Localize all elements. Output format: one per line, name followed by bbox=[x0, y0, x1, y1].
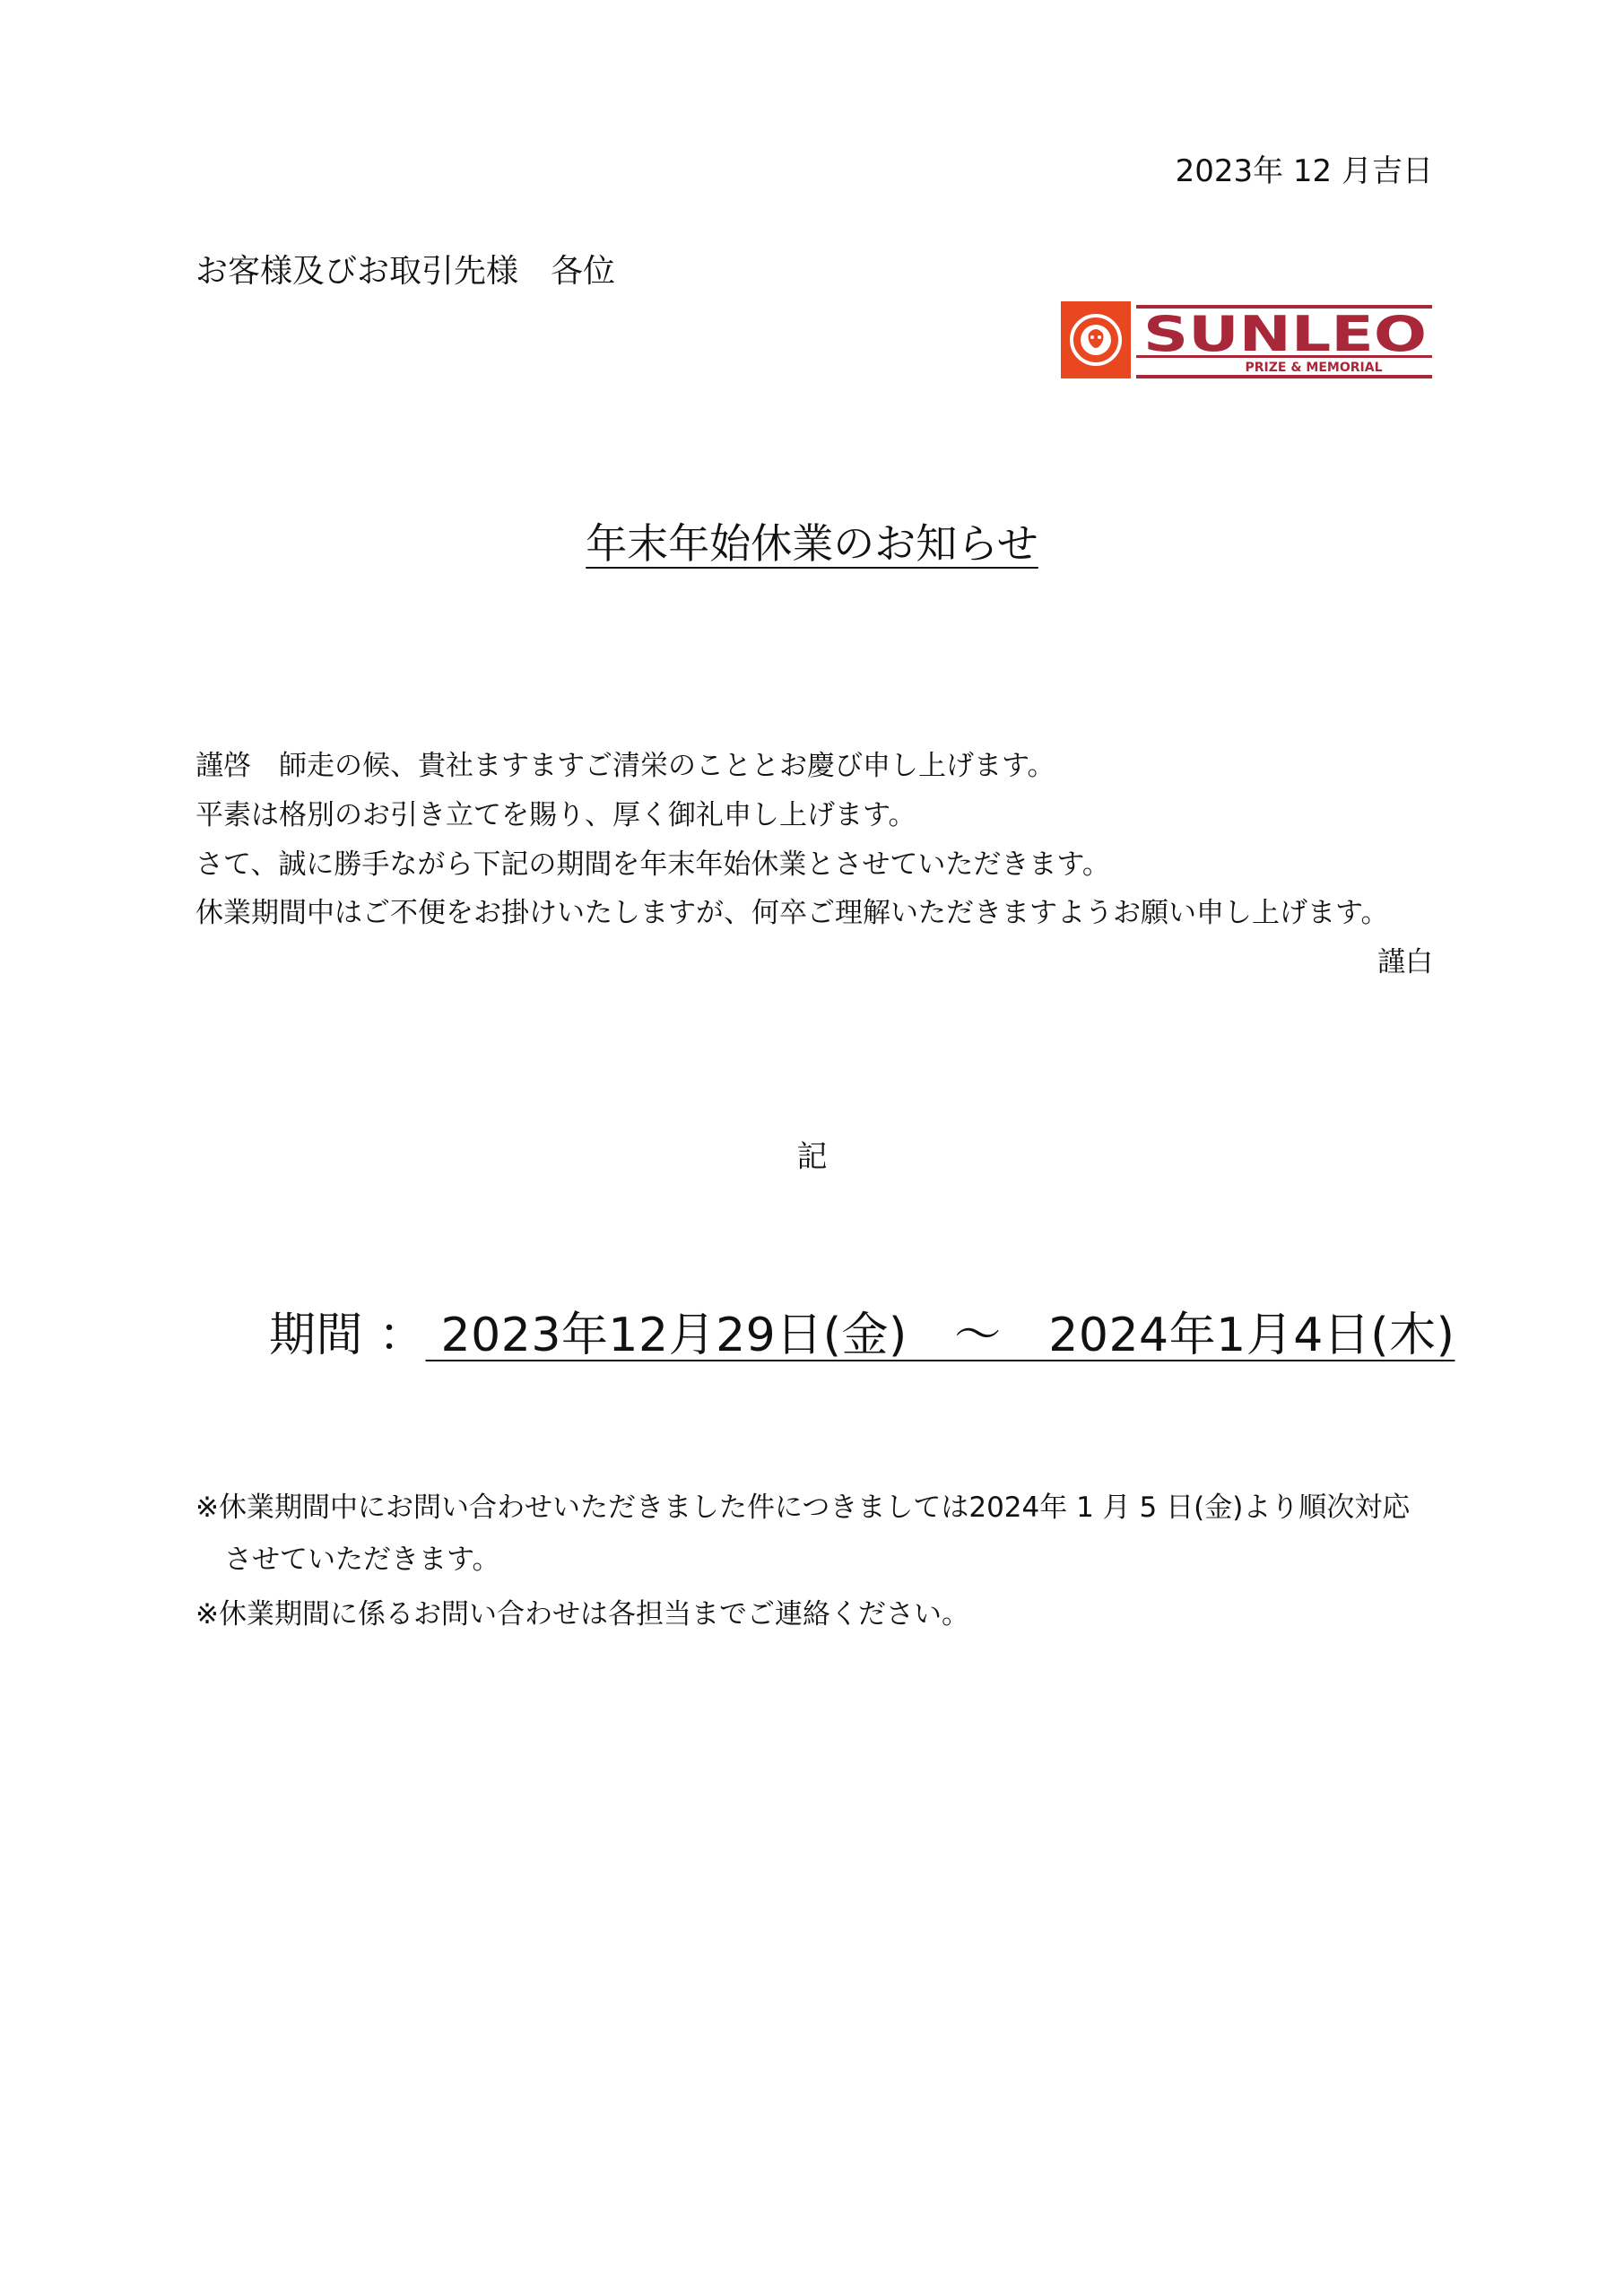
body-line-4: 休業期間中はご不便をお掛けいたしますが、何卒ご理解いただきますようお願い申し上げます。 bbox=[195, 897, 1389, 929]
closure-period bbox=[269, 1297, 1455, 1364]
period-label: 期間 ： bbox=[269, 1309, 426, 1362]
notice-title: 年末年始休業のお知らせ bbox=[586, 519, 1038, 568]
sunleo-logo bbox=[1061, 301, 1432, 378]
note-2: ※休業期間に係るお問い合わせは各担当までご連絡ください。 bbox=[195, 1598, 969, 1631]
ki-marker: 記 bbox=[796, 1139, 828, 1175]
period-value: 2023年12月29日(金) ～ 2024年1月4日(木) bbox=[425, 1309, 1455, 1362]
body-line-2: 平素は格別のお引き立てを賜り、厚く御礼申し上げます。 bbox=[195, 799, 916, 831]
addressee: お客様及びお取引先様 各位 bbox=[195, 253, 616, 290]
logo-brand-text: SUNLEO bbox=[1143, 306, 1427, 362]
note-1-continued: させていただきます。 bbox=[224, 1544, 500, 1576]
note-1: ※休業期間中にお問い合わせいただきました件につきましては2024年 1 月 5 日(金)より順次対応 bbox=[195, 1492, 1411, 1524]
body-line-1: 謹啓 師走の候、貴社ますますご清栄のこととお慶び申し上げます。 bbox=[195, 750, 1055, 782]
document-date: 2023年 12 月吉日 bbox=[1175, 153, 1433, 189]
body-line-3: さて、誠に勝手ながら下記の期間を年末年始休業とさせていただきます。 bbox=[195, 848, 1110, 881]
logo-tagline-text: PRIZE & MEMORIAL bbox=[1245, 361, 1383, 375]
closing-phrase: 謹白 bbox=[1377, 946, 1433, 978]
